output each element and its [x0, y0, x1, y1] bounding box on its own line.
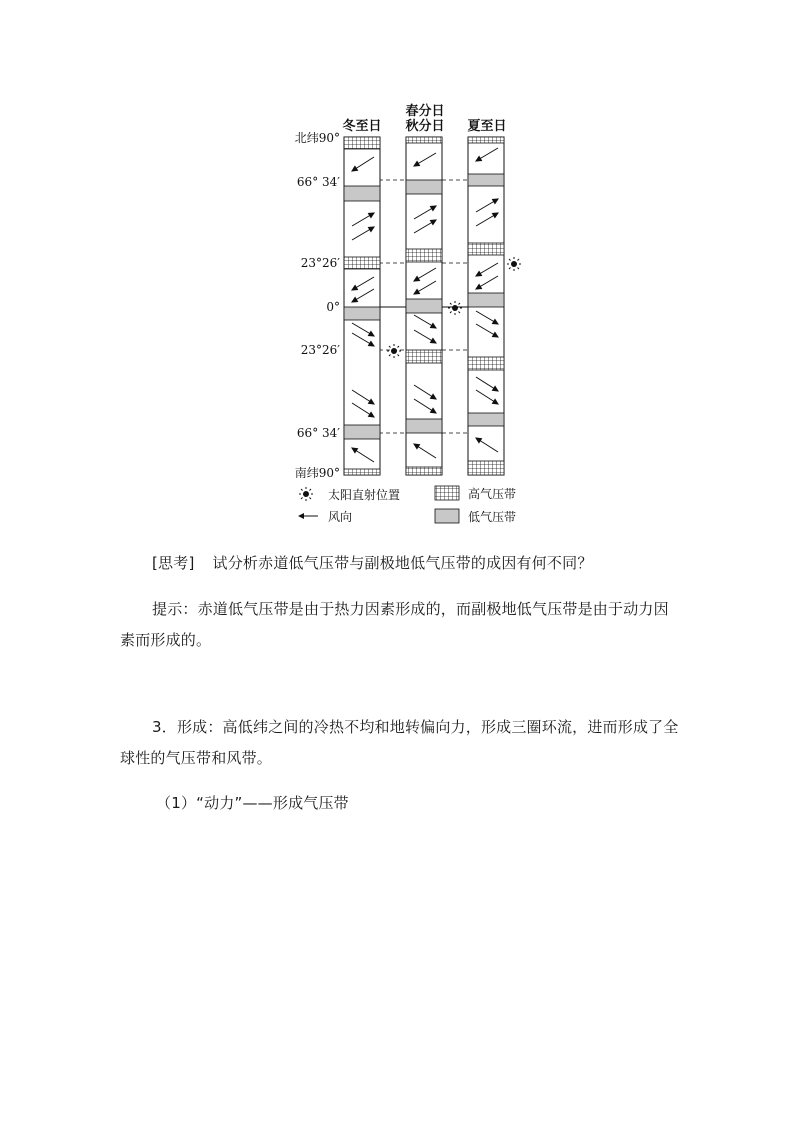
high-pressure-band: [344, 257, 380, 269]
hint-paragraph: 提示：赤道低气压带是由于热力因素形成的，而副极地低气压带是由于动力因素而形成的。: [120, 600, 669, 649]
think-question-text: 试分析赤道低气压带与副极地低气压带的成因有何不同？: [212, 554, 593, 572]
low-pressure-band: [406, 299, 442, 313]
formation-paragraph: 3．形成：高低纬之间的冷热不均和地转偏向力，形成三圈环流，进而形成了全球性的气压带和风带。: [120, 718, 679, 767]
lat-label-s66: 66° 34′: [296, 426, 340, 440]
lat-label-n66: 66° 34′: [296, 175, 340, 189]
col-label-equinox-1: 春分日: [405, 104, 445, 119]
col-label-equinox-2: 秋分日: [405, 119, 445, 134]
sun-icon: [387, 344, 401, 358]
low-pressure-band: [468, 174, 504, 186]
think-question: [152, 548, 593, 579]
column-summer: [468, 137, 504, 475]
think-tag: [思考]: [152, 554, 195, 572]
sun-icon: [299, 487, 313, 501]
lat-label-n23: 23°26′: [300, 256, 340, 270]
lat-label-s90: 南纬90°: [294, 466, 340, 480]
sun-icon: [507, 257, 521, 271]
pressure-belt-diagram: [280, 100, 560, 530]
lat-label-eq: 0°: [326, 300, 340, 314]
legend-low-label: 低气压带: [468, 510, 517, 524]
legend-sun-label: 太阳直射位置: [328, 488, 401, 502]
lat-label-s23: 23°26′: [300, 343, 340, 357]
low-pressure-band: [468, 293, 504, 307]
high-pressure-band: [468, 137, 504, 143]
col-label-winter: 冬至日: [342, 119, 382, 134]
high-pressure-hatch: [435, 486, 459, 500]
low-pressure-band: [406, 419, 442, 433]
low-pressure-fill: [435, 509, 459, 523]
high-pressure-band: [406, 137, 442, 143]
column-winter: [344, 137, 380, 475]
low-pressure-band: [468, 413, 504, 426]
high-pressure-band: [468, 461, 504, 475]
low-pressure-band: [344, 425, 380, 439]
high-pressure-band: [406, 350, 442, 363]
lat-label-n90: 北纬90°: [294, 131, 340, 145]
low-pressure-band: [344, 186, 380, 201]
high-pressure-band: [468, 243, 504, 255]
legend: [298, 486, 516, 524]
column-equinox: [406, 137, 442, 475]
low-pressure-band: [344, 307, 380, 320]
high-pressure-band: [344, 469, 380, 475]
low-pressure-band: [406, 180, 442, 194]
legend-high-label: 高气压带: [468, 487, 517, 501]
legend-wind-label: 风向: [328, 510, 353, 524]
sun-icon: [448, 301, 462, 315]
subheading-dynamic: （1）“动力”——形成气压带: [156, 794, 349, 812]
high-pressure-band: [406, 249, 442, 262]
high-pressure-band: [406, 467, 442, 475]
col-label-summer: 夏至日: [467, 119, 507, 134]
wind-arrow-icon: [298, 513, 318, 519]
high-pressure-band: [344, 137, 380, 149]
high-pressure-band: [468, 357, 504, 370]
